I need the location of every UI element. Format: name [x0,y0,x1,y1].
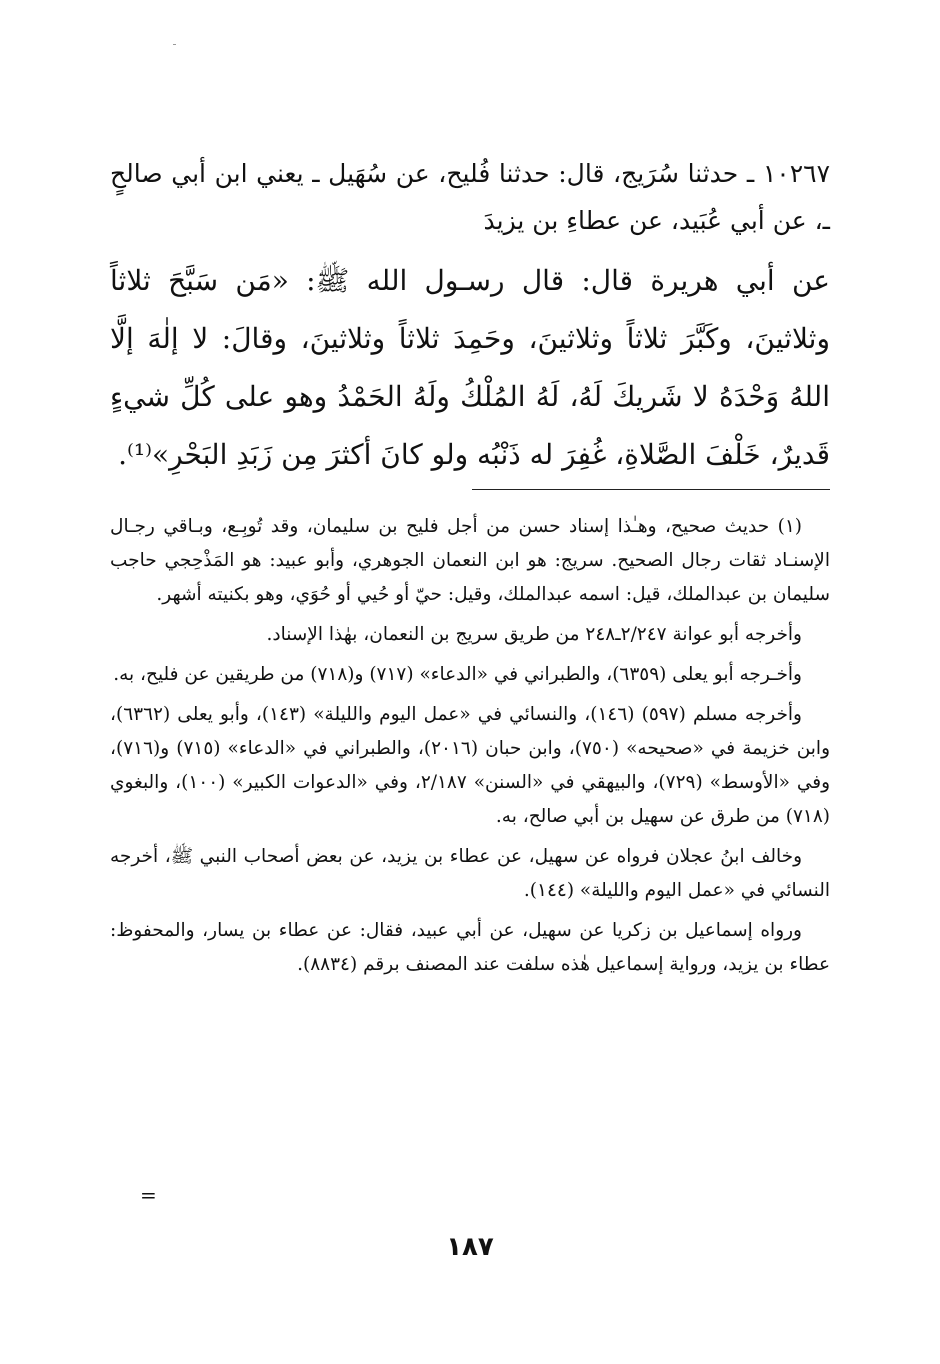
hadith-isnad: ١٠٢٦٧ ـ حدثنا سُرَيج، قال: حدثنا فُليح، عن سُهَيل ـ يعني ابن أبي صالحٍ ـ، عن أبي عُبَيد، عن عطاءِ بن يزيدَ [110,159,830,235]
footnote-separator [472,489,830,490]
footnote-paragraph: (١) حديث صحيح، وهـٰذا إسناد حسن من أجل فليح بن سليمان، وقد تُوبِـع، وبـاقي رجـال الإسنـاد ثقات رجال الصحيح. سريج: هو ابن النعمان الجوهري، وأبو عبيد: هو المَذْحِجي حاجب سليمان بن عبدالملك، قيل: اسمه عبدالملك، وقيل: حيّ أو حُيي أو حُوَي، وهو بكنيته أشهر. [110,516,830,605]
footnote-paragraph: وأخرجه مسلم (٥٩٧) (١٤٦)، والنسائي في «عمل اليوم والليلة» (١٤٣)، وأبو يعلى (٦٣٦٢)، وابن خزيمة في «صحيحه» (٧٥٠)، وابن حبان (٢٠١٦)، والطبراني في «الدعاء» (٧١٥) و(٧١٦)، وفي «الأوسط» (٧٢٩)، والبيهقي في «السنن» ٢/١٨٧، وفي «الدعوات الكبير» (١٠٠)، والبغوي (٧١٨) من طرق عن سهيل بن أبي صالح، به. [110,704,831,827]
footnote-paragraph: وأخرجه أبو عوانة ٢/٢٤٧ـ٢٤٨ من طريق سريج بن النعمان، بهٰذا الإسناد. [266,624,802,645]
continuation-mark: = [140,1183,157,1207]
footnote-paragraph: ورواه إسماعيل بن زكريا عن سهيل، عن أبي عبيد، فقال: عن عطاء بن يسار، والمحفوظ: عطاء بن يزيد، ورواية إسماعيل هٰذه سلفت عند المصنف برقم (٨٨٣٤). [110,920,830,975]
scan-mark [173,44,176,45]
page-number: ١٨٧ [446,1232,494,1262]
footnotes [110,510,830,988]
footnote-paragraph: وأخـرجه أبو يعلى (٦٣٥٩)، والطبراني في «الدعاء» (٧١٧) و(٧١٨) من طريقين عن فليح، به. [113,664,802,685]
footnote-paragraph: وخالف ابنُ عجلان فرواه عن سهيل، عن عطاء بن يزيد، عن بعض أصحاب النبي ﷺ، أخرجه النسائي في «عمل اليوم والليلة» (١٤٤). [110,846,830,901]
hadith-matn: عن أبي هريرة قال: قال رسـول الله ﷺ: «مَن سَبَّحَ ثلاثاً وثلاثينَ، وكَبَّرَ ثلاثاً وثلاثينَ، وحَمِدَ ثلاثاً وثلاثينَ، وقالَ: لا إلٰهَ إلَّا اللهُ وَحْدَهُ لا شَريكَ لَهُ، لَهُ المُلْكُ ولَهُ الحَمْدُ وهو على كُلِّ شيءٍ قَديرٌ، خَلْفَ الصَّلاةِ، غُفِرَ له ذَنْبُه ولو كانَ أكثرَ مِن زَبَدِ البَحْرِ»⁽¹⁾. [110,264,830,471]
